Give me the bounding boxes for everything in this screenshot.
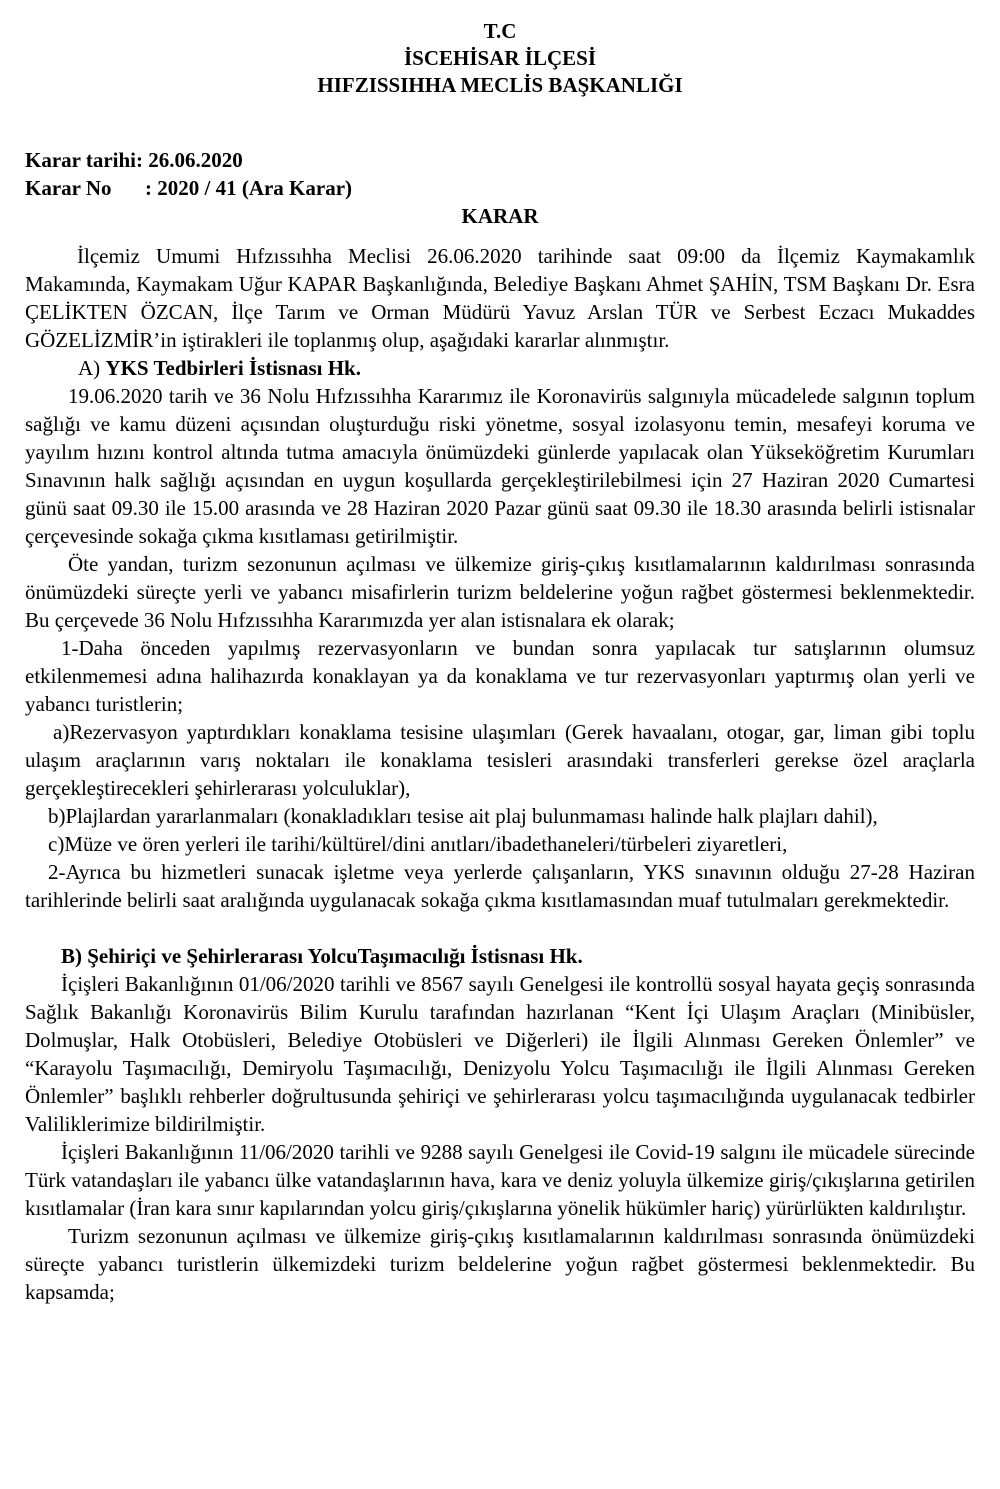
section-a-item-2: 2-Ayrıca bu hizmetleri sunacak işletme veya yerlerde çalışanların, YKS sınavının olduğu 27-28 Haziran tarihlerinde belirli saat aralığında uygulanacak sokağa çıkma kısıtlamasından muaf tutulmaları gerekmektedir.	[25, 860, 975, 912]
section-a-item-1: 1-Daha önceden yapılmış rezervasyonların ve bundan sonra yapılacak tur satışlarının olumsuz etkilenmemesi adına halihazırda konaklayan ya da konaklama ve tur rezervasyonları yaptırmış olan yerli ve yabancı turistlerin;	[25, 636, 975, 716]
decision-number	[25, 174, 975, 202]
decision-date-label: Karar tarihi:	[25, 148, 144, 172]
decision-number-label: Karar No	[25, 176, 112, 200]
section-a-paragraph-1: 19.06.2020 tarih ve 36 Nolu Hıfzıssıhha Kararımız ile Koronavirüs salgınıyla mücadelede salgının toplum sağlığı ve kamu düzeni açısından oluşturduğu riski yönetme, sosyal izolasyonu temin, mesafeyi koruma ve yayılım hızını kontrol altında tutma amacıyla önümüzdeki günlerde yapılacak olan Yükseköğretim Kurumları Sınavının halk sağlığı açısından en uygun koşullarda gerçekleştirilebilmesi için 27 Haziran 2020 Cumartesi günü saat 09.30 ile 15.00 arasında ve 28 Haziran 2020 Pazar günü saat 09.30 ile 18.30 arasında belirli istisnalar çerçevesinde sokağa çıkma kısıtlaması getirilmiştir.	[25, 384, 975, 548]
section-b-paragraph-1: İçişleri Bakanlığının 01/06/2020 tarihli ve 8567 sayılı Genelgesi ile kontrollü sosyal hayata geçiş sonrasında Sağlık Bakanlığı Koronavirüs Bilim Kurulu tarafından hazırlanan “Kent İçi Ulaşım Araçları (Minibüsler, Dolmuşlar, Halk Otobüsleri, Belediye Otobüsleri ve Diğerleri) ile İlgili Alınması Gereken Önlemler” ve “Karayolu Taşımacılığı, Demiryolu Taşımacılığı, Denizyolu Yolcu Taşımacılığı ile İlgili Alınması Gereken Önlemler” başlıklı rehberler doğrultusunda şehiriçi ve şehirlerarası yolcu taşımacılığında uygulanacak tedbirler Valiliklerimize bildirilmiştir.	[25, 972, 975, 1136]
section-a-item-c: c)Müze ve ören yerleri ile tarihi/kültürel/dini anıtları/ibadethaneleri/türbeleri ziyaretleri,	[48, 832, 788, 856]
section-b-paragraph-3: Turizm sezonunun açılması ve ülkemize giriş-çıkış kısıtlamalarının kaldırılması sonrasında önümüzdeki süreçte yabancı turistlerin ülkemizdeki turizm beldelerine yoğun rağbet göstermesi beklenmektedir. Bu kapsamda;	[25, 1224, 975, 1304]
section-a-prefix: A)	[78, 356, 106, 380]
decision-date-value: 26.06.2020	[148, 148, 243, 172]
section-a-paragraph-2: Öte yandan, turizm sezonunun açılması ve ülkemize giriş-çıkış kısıtlamalarının kaldırılması sonrasında önümüzdeki süreçte yerli ve yabancı misafirlerin turizm beldelerine yoğun rağbet göstermesi beklenmektedir. Bu çerçevede 36 Nolu Hıfzıssıhha Kararımızda yer alan istisnalara ek olarak;	[25, 552, 975, 632]
header-line-council: HIFZISSIHHA MECLİS BAŞKANLIĞI	[317, 73, 683, 97]
section-b-paragraph-2: İçişleri Bakanlığının 11/06/2020 tarihli ve 9288 sayılı Genelgesi ile Covid-19 salgını ile mücadele sürecinde Türk vatandaşları ile yabancı ülke vatandaşlarının hava, kara ve deniz yoluyla ülkemize giriş/çıkışlarına getirilen kısıtlamalar (İran kara sınır kapılarından yolcu giriş/çıkışlarına yönelik hükümler hariç) yürürlükten kaldırılıştır.	[25, 1140, 975, 1220]
decision-number-value: : 2020 / 41 (Ara Karar)	[145, 176, 353, 200]
decision-title: KARAR	[461, 204, 539, 228]
header-line-district: İSCEHİSAR İLÇESİ	[404, 46, 596, 70]
section-a-heading	[25, 354, 975, 382]
section-a-item-a: a)Rezervasyon yaptırdıkları konaklama tesisine ulaşımları (Gerek havaalanı, otogar, gar, liman gibi toplu ulaşım araçlarının varış noktaları ile konaklama tesisleri arasındaki transferleri gerekse özel araçlarla gerçekleştirecekleri şehirlerarası yolculuklar),	[25, 720, 975, 800]
intro-paragraph: İlçemiz Umumi Hıfzıssıhha Meclisi 26.06.2020 tarihinde saat 09:00 da İlçemiz Kaymakamlık Makamında, Kaymakam Uğur KAPAR Başkanlığında, Belediye Başkanı Ahmet ŞAHİN, TSM Başkanı Dr. Esra ÇELİKTEN ÖZCAN, İlçe Tarım ve Orman Müdürü Yavuz Arslan TÜR ve Serbest Eczacı Mukaddes GÖZELİZMİR’in iştirakleri ile toplanmış olup, aşağıdaki kararlar alınmıştır.	[25, 244, 975, 352]
section-a-title: YKS Tedbirleri İstisnası Hk.	[105, 356, 361, 380]
decision-date	[25, 146, 975, 174]
section-b-heading: B) Şehiriçi ve Şehirlerarası YolcuTaşımacılığı İstisnası Hk.	[61, 944, 583, 968]
section-a-item-b: b)Plajlardan yararlanmaları (konakladıkları tesise ait plaj bulunmaması halinde halk plajları dahil),	[48, 804, 878, 828]
header-line-tc: T.C	[483, 19, 517, 43]
